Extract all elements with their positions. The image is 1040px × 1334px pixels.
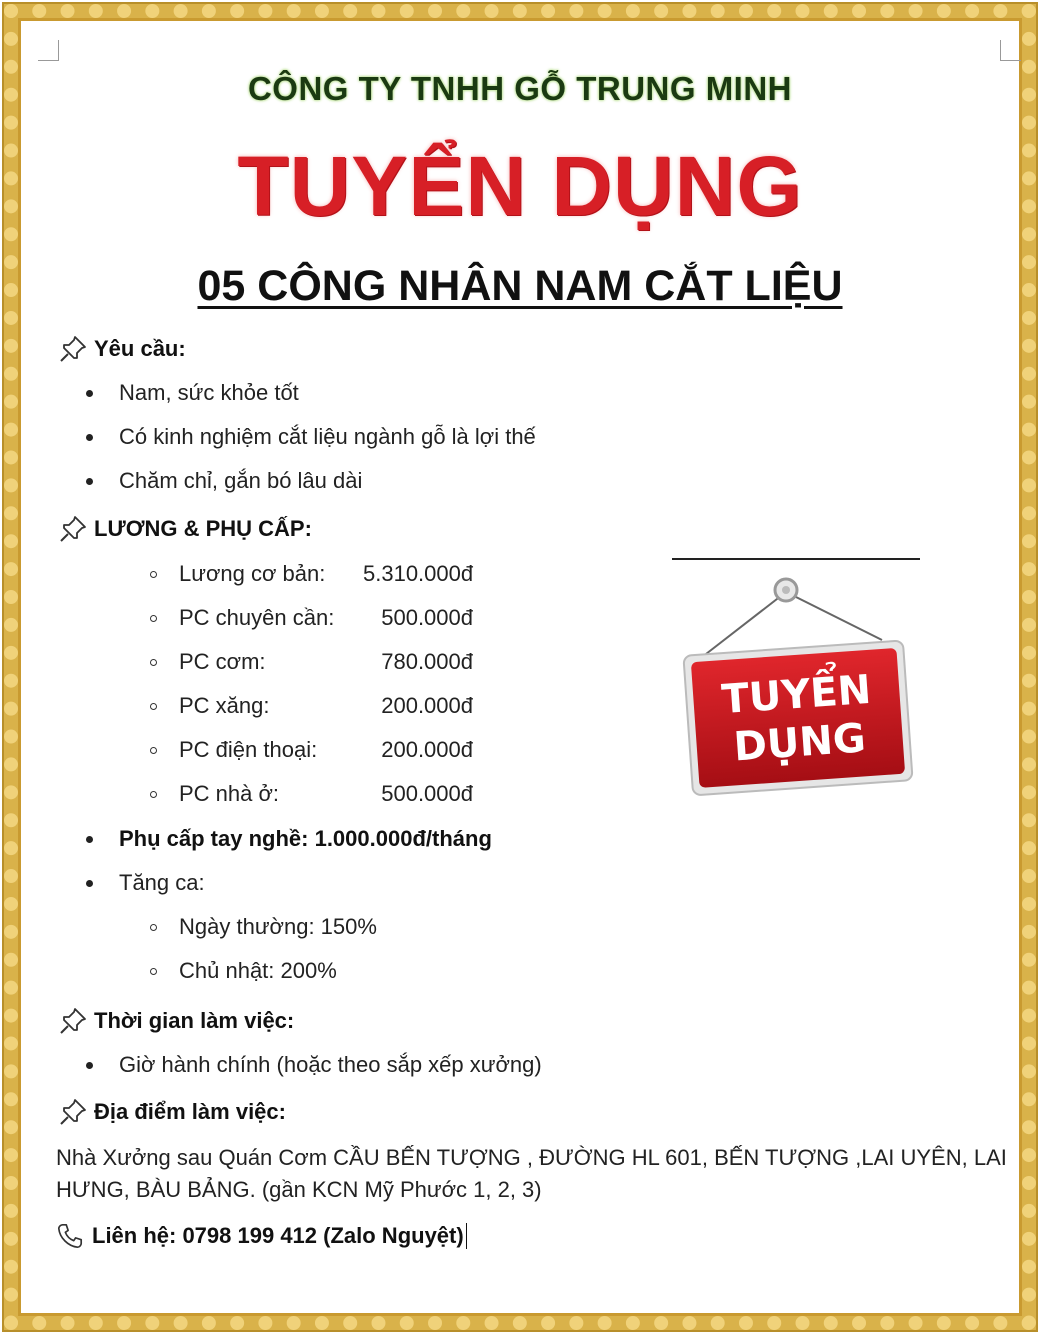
section-title: LƯƠNG & PHỤ CẤP: [94,516,312,541]
salary-label: PC cơm: [179,649,266,674]
section-title: Yêu cầu: [94,336,186,361]
page-corner-mark [1000,40,1021,61]
pushpin-icon [58,334,88,364]
section-location [58,1097,286,1127]
page-corner-mark [38,40,59,61]
list-item-text: Phụ cấp tay nghề: 1.000.000đ/tháng [119,826,492,851]
bullet [86,836,93,843]
job-position-text: 05 CÔNG NHÂN NAM CẮT LIỆU [197,262,843,310]
sign-text-line1: TUYỂN [720,666,873,724]
salary-row [150,649,473,675]
sub-bullet [150,659,157,666]
salary-label: PC chuyên cần: [179,605,335,630]
overtime-heading [86,870,205,896]
salary-row [150,561,473,587]
salary-amount: 5.310.000đ [363,561,474,586]
pushpin-icon [58,514,88,544]
pushpin-icon [58,1097,88,1127]
headline: TUYỂN DỤNG [237,139,803,233]
salary-row [150,781,473,807]
section-hours [58,1006,294,1036]
sub-bullet [150,571,157,578]
company-name: CÔNG TY TNHH GỖ TRUNG MINH [247,70,793,107]
hanging-sign-image [672,558,922,808]
skill-allowance [86,826,492,852]
hanging-sign-graphic [672,558,922,808]
overtime-text: Ngày thường: 150% [179,914,377,939]
section-requirements [58,334,186,364]
bullet [86,1062,93,1069]
salary-row [150,605,473,631]
text-cursor [466,1223,467,1249]
list-item-text: Giờ hành chính (hoặc theo sắp xếp xưởng) [119,1052,542,1077]
sub-bullet [150,747,157,754]
address-text: Nhà Xưởng sau Quán Cơm CẦU BẾN TƯỢNG , ĐƯỜNG HL 601, BẾN TƯỢNG ,LAI UYÊN, LAI HƯNG, BÀU BẢNG. (gần KCN Mỹ Phước 1, 2, 3) [56,1145,1007,1202]
salary-amount: 780.000đ [381,649,473,674]
bullet [86,880,93,887]
list-item [86,468,362,494]
sub-bullet [150,791,157,798]
salary-amount: 200.000đ [381,693,473,718]
sub-bullet [150,968,157,975]
sub-bullet [150,924,157,931]
list-item-text: Nam, sức khỏe tốt [119,380,299,405]
list-item [86,1052,542,1078]
sub-bullet [150,703,157,710]
contact-text: Liên hệ: 0798 199 412 (Zalo Nguyệt) [92,1223,464,1248]
salary-amount: 500.000đ [381,781,473,806]
sub-bullet [150,615,157,622]
overtime-row [150,914,377,940]
overtime-row [150,958,337,984]
salary-label: PC điện thoại: [179,737,318,762]
salary-label: PC xăng: [179,693,270,718]
section-title: Địa điểm làm việc: [94,1099,286,1124]
salary-row [150,737,473,763]
pushpin-icon [58,1006,88,1036]
salary-amount: 500.000đ [381,605,473,630]
list-item [86,424,536,450]
salary-amount: 200.000đ [381,737,473,762]
job-position [0,262,1040,311]
overtime-text: Chủ nhật: 200% [179,958,337,983]
bullet [86,478,93,485]
salary-row [150,693,473,719]
list-item [86,380,299,406]
list-item-text: Có kinh nghiệm cắt liệu ngành gỗ là lợi thế [119,424,536,449]
section-title: Thời gian làm việc: [94,1008,295,1033]
salary-label: PC nhà ở: [179,781,280,806]
bullet [86,434,93,441]
phone-icon [56,1222,84,1250]
section-salary [58,514,312,544]
list-item-text: Tăng ca: [119,870,205,895]
list-item-text: Chăm chỉ, gắn bó lâu dài [119,468,363,493]
salary-label: Lương cơ bản: [179,561,326,586]
contact-line [56,1222,467,1250]
sign-text-line2: DỤNG [732,715,868,771]
bullet [86,390,93,397]
